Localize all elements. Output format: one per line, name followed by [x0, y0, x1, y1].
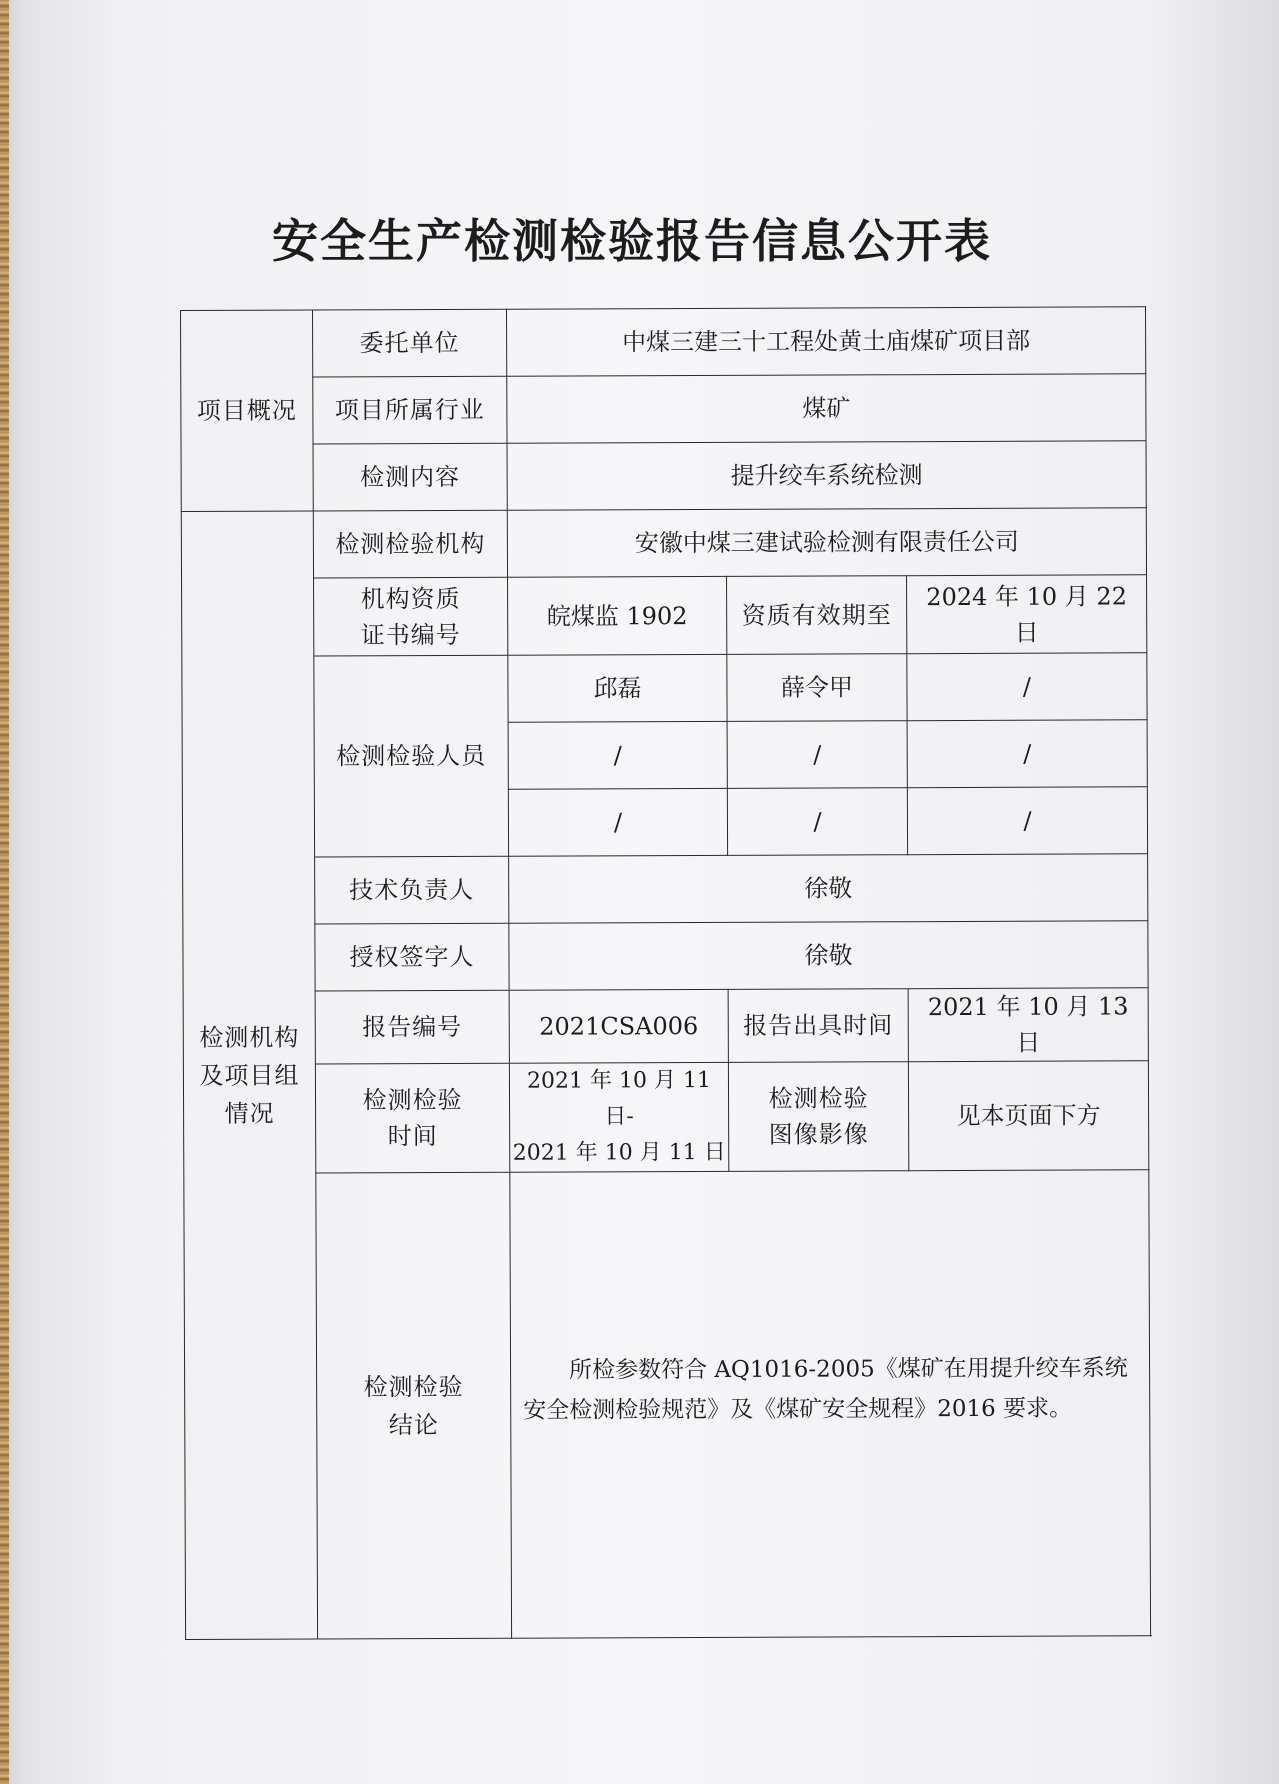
issue-time-value: 2021 年 10 月 13 日 [908, 988, 1148, 1062]
report-info-table [180, 306, 1151, 1640]
group-agency-line2: 及项目组 [199, 1061, 300, 1090]
group-conclusion-line2: 结论 [388, 1410, 439, 1439]
test-time-value-line2: 2021 年 10 月 11 日 [512, 1139, 726, 1166]
table-row [184, 1170, 1151, 1640]
agency-label: 检测检验机构 [313, 510, 507, 578]
personnel-cell: / [907, 787, 1147, 855]
test-time-label [315, 1063, 509, 1173]
image-label-line1: 检测检验 [768, 1084, 869, 1113]
issue-time-label: 报告出具时间 [728, 989, 908, 1063]
agency-value: 安徽中煤三建试验检测有限责任公司 [507, 508, 1146, 577]
table-row [183, 854, 1148, 925]
group-project-overview: 项目概况 [181, 310, 314, 512]
report-number-value: 2021CSA006 [509, 989, 728, 1063]
test-time-value [509, 1062, 728, 1172]
group-agency-line3: 情况 [224, 1099, 275, 1128]
table-row [183, 1061, 1148, 1174]
image-value: 见本页面下方 [908, 1061, 1148, 1171]
commissioning-unit-value: 中煤三建三十工程处黄土庙煤矿项目部 [506, 307, 1145, 376]
table-row [181, 374, 1146, 445]
group-agency-line1: 检测机构 [199, 1023, 300, 1052]
test-time-value-line1: 2021 年 10 月 11 日- [526, 1067, 711, 1130]
cert-number-value: 皖煤监 1902 [508, 576, 727, 655]
personnel-cell: 邱磊 [508, 654, 727, 722]
table-row [183, 921, 1148, 992]
personnel-cell: / [907, 653, 1147, 721]
test-content-label: 检测内容 [313, 443, 507, 511]
group-conclusion-line1: 检测检验 [363, 1372, 464, 1401]
personnel-cell: / [508, 788, 727, 856]
tech-lead-value: 徐敬 [509, 854, 1148, 923]
personnel-label: 检测检验人员 [314, 655, 509, 857]
table-row [183, 988, 1148, 1065]
validity-label: 资质有效期至 [727, 576, 907, 655]
personnel-cell: 薛令甲 [727, 654, 907, 722]
report-number-label: 报告编号 [315, 990, 509, 1064]
table-row [181, 441, 1146, 512]
conclusion-text: 所检参数符合 AQ1016-2005《煤矿在用提升绞车系统安全检测检验规范》及《煤矿安全规程》2016 要求。 [523, 1354, 1128, 1424]
personnel-cell: / [508, 721, 727, 789]
cert-label-line1: 机构资质 [360, 584, 461, 613]
personnel-cell: / [907, 720, 1147, 788]
test-time-label-line1: 检测检验 [362, 1085, 463, 1115]
tech-lead-label: 技术负责人 [315, 856, 509, 924]
personnel-cell: / [727, 788, 907, 856]
table-row [181, 508, 1146, 579]
commissioning-unit-label: 委托单位 [313, 309, 507, 377]
table-row [182, 575, 1147, 657]
table-row [181, 307, 1146, 378]
info-disclosure-form [180, 306, 1150, 1610]
image-label [728, 1062, 908, 1172]
conclusion-cell [510, 1170, 1151, 1638]
test-content-value: 提升绞车系统检测 [507, 441, 1146, 510]
image-label-line2: 图像影像 [768, 1120, 869, 1149]
test-time-label-line2: 时间 [387, 1122, 438, 1151]
page-title: 安全生产检测检验报告信息公开表 [272, 214, 992, 268]
industry-value: 煤矿 [507, 374, 1146, 443]
personnel-cell: / [727, 721, 907, 789]
group-conclusion [316, 1172, 512, 1639]
signatory-value: 徐敬 [509, 921, 1148, 990]
table-row [182, 653, 1147, 724]
cert-label-line2: 证书编号 [360, 620, 461, 649]
group-agency-and-team [181, 511, 317, 1639]
industry-label: 项目所属行业 [313, 376, 507, 444]
cert-number-label [314, 577, 508, 656]
signatory-label: 授权签字人 [315, 923, 509, 991]
validity-value: 2024 年 10 月 22 日 [907, 575, 1147, 654]
